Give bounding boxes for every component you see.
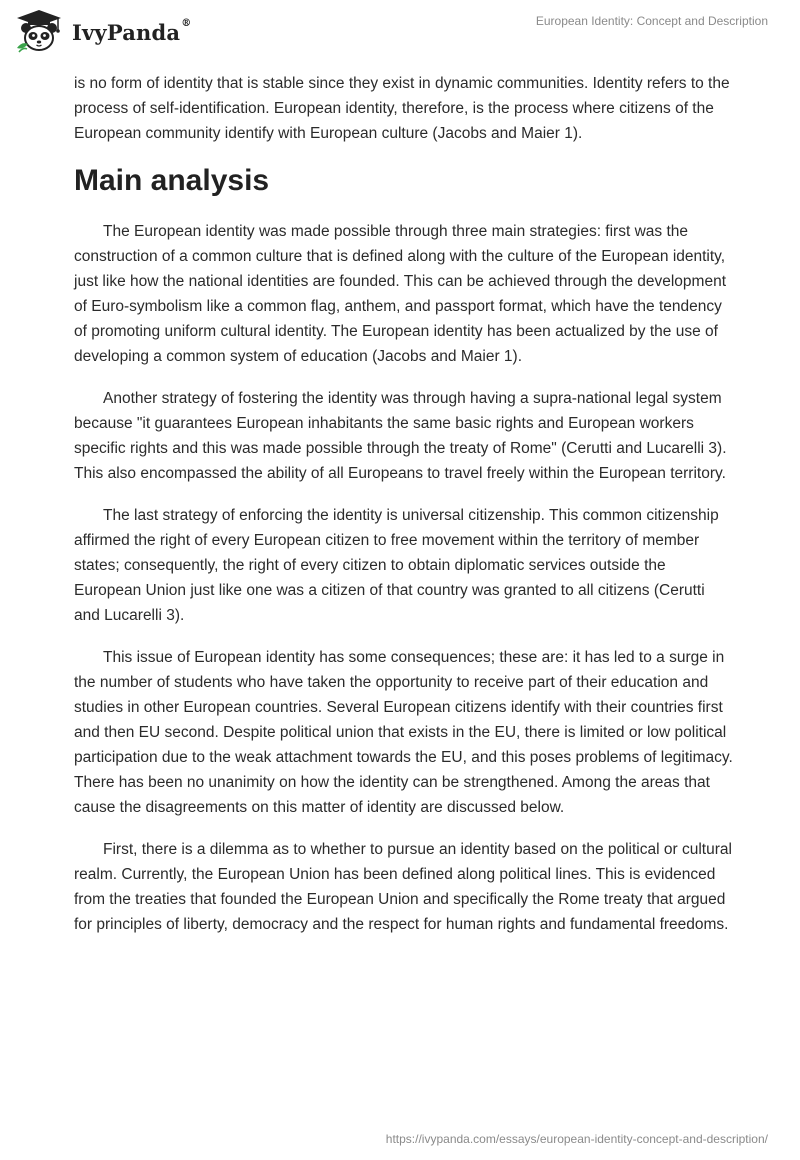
brand-logo[interactable] [14,8,191,54]
body-paragraph: Another strategy of fostering the identity was through having a supra-national legal system because "it guarantees European inhabitants the same basic rights and European workers specific rights and this was made possible through the treaty of Rome" (Cerutti and Lucarelli 3). This also encompassed the ability of all Europeans to travel freely within the European territory. [74,390,727,482]
panda-graduate-icon [14,8,64,54]
brand-name: IvyPanda® [72,17,192,45]
page-header [0,0,800,64]
body-paragraph: The last strategy of enforcing the identity is universal citizenship. This common citizenship affirmed the right of every European citizen to free movement within the territory of member states; consequently, the right of every citizen to obtain diplomatic services outside the European Union just like one was a citizen of that country was granted to all citizens (Cerutti and Lucarelli 3). [74,507,719,624]
intro-paragraph: is no form of identity that is stable since they exist in dynamic communities. Identity refers to the process of self-identification. European identity, therefore, is the process where citizens of the European community identify with European culture (Jacobs and Maier 1). [74,75,730,142]
section-heading: Main analysis [74,164,270,197]
body-paragraph: This issue of European identity has some consequences; these are: it has led to a surge in the number of students who have taken the opportunity to receive part of their education and studies in other European countries. Several European citizens identify with their countries first and then EU second. Despite political union that exists in the EU, there is limited or low political participation due to the weak attachment towards the EU, and this poses problems of legitimacy. There has been no unanimity on how the identity can be strengthened. Among the areas that cause the disagreements on this matter of identity are discussed below. [74,649,733,816]
article-body [74,71,734,954]
source-url-link[interactable]: https://ivypanda.com/essays/european-identity-concept-and-description/ [385,1132,768,1146]
body-paragraph: The European identity was made possible through three main strategies: first was the construction of a common culture that is defined along with the culture of the European identity, just like how the national identities are founded. This can be achieved through the development of Euro-symbolism like a common flag, anthem, and passport format, which have the tendency of promoting uniform cultural identity. The European identity has been actualized by the use of developing a common system of education (Jacobs and Maier 1). [74,223,727,365]
document-title: European Identity: Concept and Description [535,14,768,28]
registered-mark: ® [181,17,192,29]
body-paragraph: First, there is a dilemma as to whether to pursue an identity based on the political or cultural realm. Currently, the European Union has been defined along political lines. This is evidenced from the treaties that founded the European Union and specifically the Rome treaty that argued for principles of liberty, democracy and the respect for human rights and fundamental freedoms. [74,841,732,933]
